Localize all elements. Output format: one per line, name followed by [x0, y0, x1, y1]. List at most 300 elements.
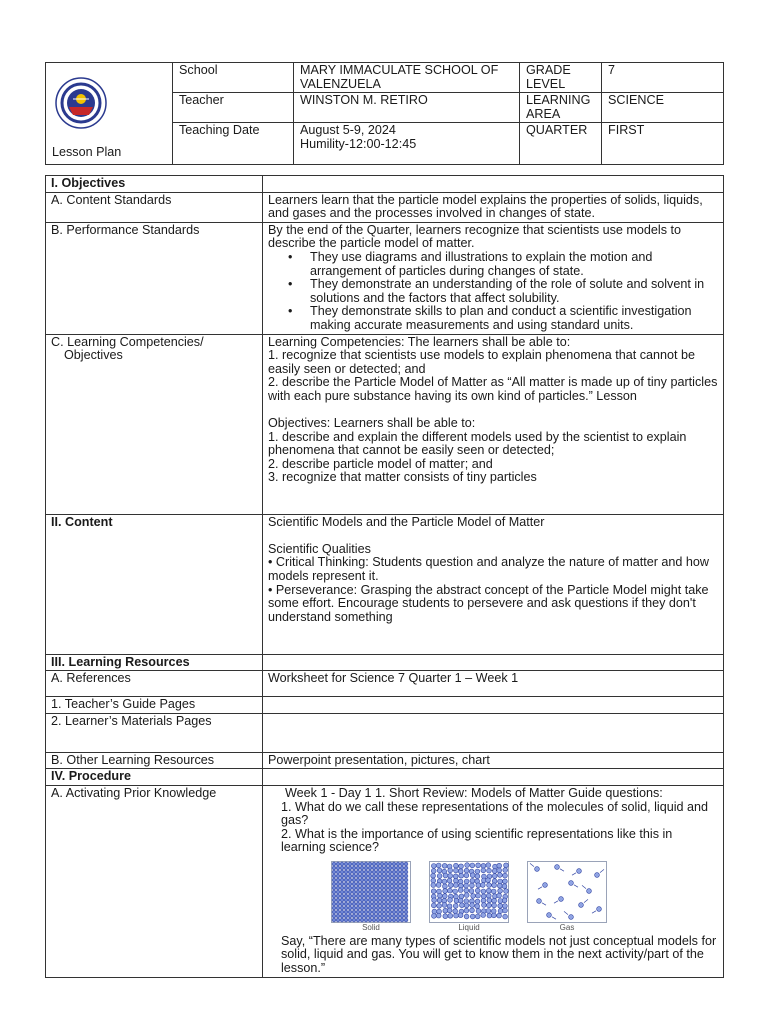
- particle-dot: [348, 910, 352, 914]
- particle-dot: [340, 866, 344, 870]
- particle-dot: [384, 914, 388, 918]
- particle-dot: [392, 862, 396, 866]
- particle-dot: [486, 863, 491, 868]
- liquid-particles-image: [429, 861, 509, 923]
- particle-dot: [332, 870, 336, 874]
- particle-dot: [459, 873, 464, 878]
- particle-dot: [336, 862, 340, 866]
- particle-dot: [344, 878, 348, 882]
- particle-dot: [437, 873, 442, 878]
- particle-dot: [352, 906, 356, 910]
- particle-dot: [376, 882, 380, 886]
- particle-dot: [348, 862, 352, 866]
- particle-dot: [352, 918, 356, 922]
- particle-dot: [404, 862, 408, 866]
- particle-dot: [368, 918, 372, 922]
- particle-dot: [503, 908, 508, 913]
- particle-dot: [336, 866, 340, 870]
- particle-dot: [384, 870, 388, 874]
- particle-dot: [360, 866, 364, 870]
- particle-dot: [481, 889, 486, 894]
- particle-dot: [453, 883, 458, 888]
- particle-dot: [470, 903, 475, 908]
- references-label: A. References: [46, 671, 263, 697]
- particle-dot: [448, 873, 453, 878]
- particle-dot: [443, 914, 448, 919]
- particle-dot: [372, 862, 376, 866]
- particle-dot: [497, 868, 502, 873]
- particle-dot: [336, 914, 340, 918]
- list-item: • They use diagrams and illustrations to explain the motion and arrangement of particles during changes of state.: [310, 251, 718, 278]
- particle-dot: [388, 894, 392, 898]
- objective-2: 2. describe particle model of matter; and: [268, 456, 493, 471]
- grade-label: GRADE LEVEL: [520, 63, 602, 93]
- particle-dot: [388, 878, 392, 882]
- particle-dot: [372, 882, 376, 886]
- particle-dot: [404, 914, 408, 918]
- particle-dot: [376, 870, 380, 874]
- particle-dot: [400, 890, 404, 894]
- particle-dot: [458, 869, 463, 874]
- particle-dot: [380, 890, 384, 894]
- particle-dot: [400, 906, 404, 910]
- particle-dot: [380, 882, 384, 886]
- particle-dot: [360, 918, 364, 922]
- particle-dot: [464, 883, 469, 888]
- particle-dot: [336, 878, 340, 882]
- particle-dot: [470, 914, 475, 919]
- particle-dot: [356, 874, 360, 878]
- particle-dot: [458, 913, 463, 918]
- particle-dot: [392, 870, 396, 874]
- particle-dot: [352, 910, 356, 914]
- particle-dot: [384, 874, 388, 878]
- school-value: MARY IMMACULATE SCHOOL OF VALENZUELA: [294, 63, 520, 93]
- particle-dot: [400, 886, 404, 890]
- particle-dot: [392, 914, 396, 918]
- particle-dot: [502, 884, 507, 889]
- particle-dot: [332, 890, 336, 894]
- particle-dot: [332, 866, 336, 870]
- particle-dot: [368, 910, 372, 914]
- particle-dot: [396, 894, 400, 898]
- particle-dot: [400, 874, 404, 878]
- particle-dot: [360, 874, 364, 878]
- particle-dot: [459, 894, 464, 899]
- particle-dot: [348, 894, 352, 898]
- particle-dot: [340, 918, 344, 922]
- particle-dot: [491, 889, 496, 894]
- particle-dot: [392, 918, 396, 922]
- particle-dot: [364, 914, 368, 918]
- particle-dot: [372, 906, 376, 910]
- particle-dot: [344, 906, 348, 910]
- particle-dot: [384, 886, 388, 890]
- particle-dot: [404, 870, 408, 874]
- school-label: School: [173, 63, 294, 93]
- particle-dot: [336, 918, 340, 922]
- particle-dot: [396, 914, 400, 918]
- particle-dot: [344, 894, 348, 898]
- particle-dot: [404, 898, 408, 902]
- particle-dot: [497, 883, 502, 888]
- particle-dot: [372, 890, 376, 894]
- particle-dot: [400, 878, 404, 882]
- particle-dot: [396, 890, 400, 894]
- particle-dot: [360, 870, 364, 874]
- objective-3: 3. recognize that matter consists of tiny particles: [268, 470, 537, 485]
- particle-dot: [396, 870, 400, 874]
- particle-dot: [368, 886, 372, 890]
- particle-dot: [392, 874, 396, 878]
- particle-dot: [360, 906, 364, 910]
- particle-dot: [447, 908, 452, 913]
- guide-question-1: 1. What do we call these representations of the molecules of solid, liquid and gas?: [281, 799, 709, 828]
- objectives-heading: I. Objectives: [46, 176, 263, 193]
- particle-dot: [448, 868, 453, 873]
- particle-dot: [503, 879, 508, 884]
- gas-particles-image: [527, 861, 607, 923]
- grade-value: 7: [602, 63, 724, 93]
- particle-dot: [475, 899, 480, 904]
- particle-dot: [364, 878, 368, 882]
- particle-dot: [336, 894, 340, 898]
- particle-dot: [492, 913, 497, 918]
- particle-dot: [388, 902, 392, 906]
- particle-dot: [482, 902, 487, 907]
- particle-dot: [340, 870, 344, 874]
- particle-dot: [336, 906, 340, 910]
- particle-dot: [396, 898, 400, 902]
- particle-dot: [380, 866, 384, 870]
- particle-dot: [332, 894, 336, 898]
- particle-dot: [597, 906, 602, 911]
- particle-dot: [431, 868, 436, 873]
- particle-dot: [442, 863, 447, 868]
- particle-dot: [352, 870, 356, 874]
- particle-dot: [368, 890, 372, 894]
- particle-dot: [384, 882, 388, 886]
- particle-dot: [476, 883, 481, 888]
- particle-dot: [392, 898, 396, 902]
- particle-dot: [404, 866, 408, 870]
- particle-dot: [376, 910, 380, 914]
- particle-dot: [436, 863, 441, 868]
- particle-dot: [340, 882, 344, 886]
- particle-dot: [340, 874, 344, 878]
- particle-dot: [364, 898, 368, 902]
- particle-dot: [432, 909, 437, 914]
- particle-dot: [396, 886, 400, 890]
- particle-dot: [348, 874, 352, 878]
- particle-dot: [364, 886, 368, 890]
- particle-dot: [380, 898, 384, 902]
- performance-standards-label: B. Performance Standards: [46, 222, 263, 334]
- particle-dot: [486, 888, 491, 893]
- particle-dot: [504, 863, 509, 868]
- particle-dot: [436, 913, 441, 918]
- particle-dot: [372, 886, 376, 890]
- particle-dot: [476, 893, 481, 898]
- particle-dot: [336, 870, 340, 874]
- particle-dot: [348, 890, 352, 894]
- particle-dot: [376, 890, 380, 894]
- particle-dot: [384, 910, 388, 914]
- particle-dot: [480, 882, 485, 887]
- particle-dot: [368, 902, 372, 906]
- activating-cell: [263, 785, 724, 977]
- competencies-label: C. Learning Competencies/ Objectives: [46, 334, 263, 514]
- particle-dot: [364, 910, 368, 914]
- particle-dot: [396, 906, 400, 910]
- particle-dot: [348, 914, 352, 918]
- particle-dot: [372, 874, 376, 878]
- particle-dot: [356, 898, 360, 902]
- particle-dot: [348, 898, 352, 902]
- particle-dot: [400, 870, 404, 874]
- particle-dot: [396, 874, 400, 878]
- particle-dot: [448, 888, 453, 893]
- particle-dot: [376, 894, 380, 898]
- particle-dot: [454, 913, 459, 918]
- particle-dot: [503, 868, 508, 873]
- particle-dot: [535, 866, 540, 871]
- particle-dot: [348, 870, 352, 874]
- particle-dot: [380, 910, 384, 914]
- particle-dot: [368, 914, 372, 918]
- particle-dot: [360, 910, 364, 914]
- particle-dot: [332, 914, 336, 918]
- particle-dot: [453, 909, 458, 914]
- particle-dot: [464, 903, 469, 908]
- lesson-plan-label: Lesson Plan: [52, 145, 122, 160]
- particle-dot: [340, 862, 344, 866]
- particle-dot: [458, 898, 463, 903]
- particle-dot: [352, 898, 356, 902]
- particle-dot: [368, 898, 372, 902]
- performance-standards-cell: [263, 222, 724, 334]
- particle-dot: [497, 893, 502, 898]
- particle-dot: [470, 863, 475, 868]
- particle-dot: [384, 878, 388, 882]
- particle-dot: [404, 874, 408, 878]
- particle-dot: [352, 890, 356, 894]
- particle-dot: [376, 866, 380, 870]
- list-item: • They demonstrate an understanding of the role of solute and solvent in solutions and the factors that affect solubility.: [310, 278, 718, 305]
- particle-dot: [404, 910, 408, 914]
- liquid-model: [429, 861, 509, 933]
- particle-dot: [431, 863, 436, 868]
- particle-dot: [360, 882, 364, 886]
- particle-dot: [368, 882, 372, 886]
- liquid-caption: Liquid: [458, 922, 480, 932]
- particle-dot: [340, 898, 344, 902]
- particle-dot: [396, 918, 400, 922]
- particle-dot: [400, 914, 404, 918]
- particle-dot: [364, 874, 368, 878]
- states-of-matter-figure: [331, 861, 718, 933]
- particle-dot: [356, 882, 360, 886]
- particle-dot: [344, 902, 348, 906]
- particle-dot: [352, 874, 356, 878]
- particle-dot: [352, 894, 356, 898]
- particle-dot: [380, 874, 384, 878]
- particle-dot: [348, 902, 352, 906]
- solid-particles-image: [331, 861, 411, 923]
- competency-1: 1. recognize that scientists use models to explain phenomena that cannot be easily seen or detected; and: [268, 348, 696, 376]
- particle-dot: [392, 902, 396, 906]
- particle-dot: [344, 870, 348, 874]
- particle-dot: [396, 882, 400, 886]
- particle-dot: [464, 873, 469, 878]
- particle-dot: [348, 918, 352, 922]
- particle-dot: [396, 862, 400, 866]
- particle-dot: [364, 882, 368, 886]
- teacher-label: Teacher: [173, 93, 294, 123]
- particle-dot: [486, 908, 491, 913]
- particle-dot: [475, 914, 480, 919]
- particle-dot: [481, 868, 486, 873]
- particle-dot: [392, 910, 396, 914]
- particle-dot: [392, 894, 396, 898]
- particle-dot: [388, 898, 392, 902]
- particle-dot: [392, 882, 396, 886]
- particle-dot: [547, 912, 552, 917]
- particle-dot: [497, 863, 502, 868]
- learners-materials-label: 2. Learner’s Materials Pages: [46, 713, 263, 752]
- particle-dot: [352, 862, 356, 866]
- content-standards-text: Learners learn that the particle model explains the properties of solids, liquids, and gases and the processes involved in changes of state.: [263, 192, 724, 222]
- particle-dot: [336, 886, 340, 890]
- particle-dot: [364, 902, 368, 906]
- particle-dot: [400, 918, 404, 922]
- particle-dot: [344, 914, 348, 918]
- activating-label: A. Activating Prior Knowledge: [46, 785, 263, 977]
- particle-dot: [404, 878, 408, 882]
- particle-dot: [372, 902, 376, 906]
- particle-dot: [360, 894, 364, 898]
- particle-dot: [396, 878, 400, 882]
- particle-dot: [464, 893, 469, 898]
- particle-dot: [380, 906, 384, 910]
- particle-dot: [376, 874, 380, 878]
- particle-dot: [332, 910, 336, 914]
- particle-dot: [340, 914, 344, 918]
- resources-heading: III. Learning Resources: [46, 654, 263, 671]
- particle-dot: [577, 868, 582, 873]
- particle-dot: [453, 874, 458, 879]
- particle-dot: [344, 886, 348, 890]
- particle-dot: [404, 894, 408, 898]
- particle-dot: [400, 862, 404, 866]
- particle-dot: [396, 866, 400, 870]
- particle-dot: [344, 910, 348, 914]
- particle-dot: [336, 874, 340, 878]
- particle-dot: [364, 894, 368, 898]
- particle-dot: [384, 906, 388, 910]
- particle-dot: [332, 898, 336, 902]
- particle-dot: [465, 863, 470, 868]
- particle-dot: [364, 918, 368, 922]
- procedure-heading: IV. Procedure: [46, 769, 263, 786]
- particle-dot: [384, 902, 388, 906]
- particle-dot: [404, 902, 408, 906]
- particle-dot: [356, 894, 360, 898]
- area-label: LEARNING AREA: [520, 93, 602, 123]
- particle-dot: [498, 903, 503, 908]
- particle-dot: [470, 878, 475, 883]
- particle-dot: [376, 862, 380, 866]
- particle-dot: [454, 878, 459, 883]
- particle-dot: [392, 866, 396, 870]
- particle-dot: [400, 882, 404, 886]
- particle-dot: [569, 880, 574, 885]
- objective-1: 1. describe and explain the different models used by the scientist to explain phenomena that cannot be easily seen or detected;: [268, 429, 687, 458]
- particle-dot: [487, 883, 492, 888]
- particle-dot: [356, 866, 360, 870]
- particle-dot: [352, 914, 356, 918]
- header-table: [45, 62, 724, 165]
- particle-dot: [344, 890, 348, 894]
- particle-dot: [396, 902, 400, 906]
- particle-dot: [372, 866, 376, 870]
- particle-dot: [543, 882, 548, 887]
- particle-dot: [364, 906, 368, 910]
- particle-dot: [340, 910, 344, 914]
- particle-dot: [432, 898, 437, 903]
- gas-caption: Gas: [559, 922, 575, 932]
- particle-dot: [400, 894, 404, 898]
- objectives-intro: Objectives: Learners shall be able to:: [268, 416, 476, 431]
- quality-1: • Critical Thinking: Students question and analyze the nature of matter and how models represent it.: [268, 555, 710, 583]
- particle-dot: [504, 889, 509, 894]
- particle-dot: [470, 908, 475, 913]
- particle-dot: [376, 898, 380, 902]
- particle-dot: [442, 902, 447, 907]
- particle-dot: [388, 918, 392, 922]
- particle-dot: [336, 898, 340, 902]
- quarter-value: FIRST: [602, 123, 724, 165]
- particle-dot: [372, 910, 376, 914]
- particle-dot: [356, 886, 360, 890]
- particle-dot: [492, 903, 497, 908]
- particle-dot: [431, 889, 436, 894]
- deped-seal-icon: [55, 77, 107, 129]
- particle-dot: [487, 868, 492, 873]
- say-text: Say, “There are many types of scientific models not just conceptual models for solid, liquid and gas. You will get to know them in the next activity/part of the lesson.”: [281, 933, 717, 976]
- particle-dot: [437, 868, 442, 873]
- particle-dot: [454, 863, 459, 868]
- teachers-guide-label: 1. Teacher’s Guide Pages: [46, 697, 263, 714]
- particle-dot: [384, 898, 388, 902]
- particle-dot: [464, 908, 469, 913]
- particle-dot: [486, 893, 491, 898]
- competencies-intro: Learning Competencies: The learners shall be able to:: [268, 334, 571, 349]
- lesson-table: [45, 175, 724, 978]
- other-resources-value: Powerpoint presentation, pictures, chart: [263, 752, 724, 769]
- particle-dot: [376, 878, 380, 882]
- particle-dot: [476, 908, 481, 913]
- content-title: Scientific Models and the Particle Model of Matter: [268, 514, 545, 529]
- particle-dot: [400, 866, 404, 870]
- particle-dot: [481, 913, 486, 918]
- particle-dot: [487, 913, 492, 918]
- particle-dot: [437, 903, 442, 908]
- particle-dot: [487, 898, 492, 903]
- particle-dot: [344, 918, 348, 922]
- particle-dot: [356, 870, 360, 874]
- date-value: [294, 123, 520, 165]
